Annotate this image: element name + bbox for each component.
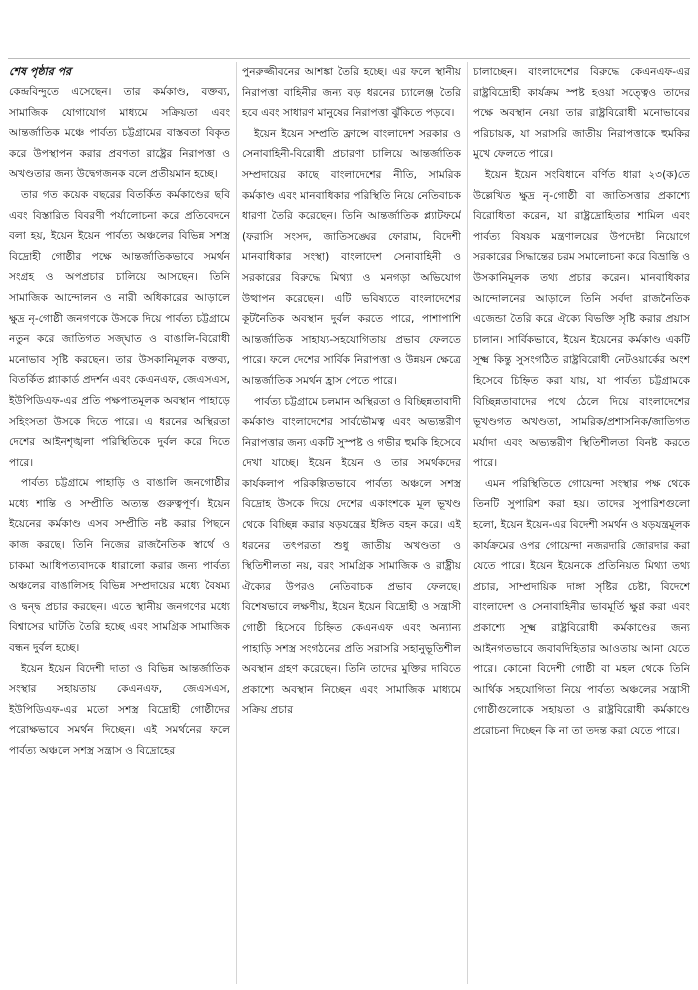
headline-rule [8,58,690,59]
article-column-2 [242,62,461,984]
column-1-paragraph-4: ইয়েন ইয়েন বিদেশী দাতা ও বিভিন্ন আন্তর্জাতিক সংস্থার সহায়তায় কেএনএফ, জেএসএস, ইউপিডিএফ-এর মতো সশস্ত্র বিদ্রোহী গোষ্ঠীদের পরোক্ষভাবে সমর্থন দিচ্ছেন। এই সমর্থনের ফলে পার্বত্য অঞ্চলে সশস্ত্র সন্ত্রাস ও বিদ্রোহের [9,662,230,757]
article-column-1 [9,62,230,984]
column-1-paragraph-2: তার গত কয়েক বছরের বিতর্কিত কর্মকাণ্ডের ছবি এবং বিস্তারিত বিবরণী পর্যালোচনা করে প্রতিবেদনে বলা হয়, ইয়েন ইয়েন পার্বত্য অঞ্চলের বিভিন্ন সশস্ত্র বিদ্রোহী গোষ্ঠীর পক্ষে আন্তর্জাতিকভাবে সমর্থন সংগ্রহ ও অপপ্রচার চালিয়ে আসছেন। তিনি সামাজিক আন্দোলন ও নারী অধিকারের আড়ালে ক্ষুদ্র নৃ-গোষ্ঠী জনগণকে উসকে দিয়ে পার্বত্য চট্টগ্রামে নতুন করে জাতিগত সজ্ঘাত ও বাঙালি-বিরোধী মনোভাব সৃষ্টি করছেন। তার উসকানিমূলক বক্তব্য, বিতর্কিত প্ল্যাকার্ড প্রদর্শন এবং কেএনএফ, জেএসএস, ইউপিডিএফ-এর প্রতি পক্ষপাতমূলক অবস্থান পাহাড়ে সহিংসতা উসকে দিতে পারে। এ ধরনের অস্থিরতা দেশের আইনশৃঙ্খলা পরিস্থিতিকে দুর্বল করে দিতে পারে। [9,188,230,469]
continued-from-kicker: শেষ পৃষ্ঠার পর [9,65,72,78]
column-3-paragraph-1: চালাচ্ছেন। বাংলাদেশের বিরুদ্ধে কেএনএফ-এর রাষ্ট্রবিদ্রোহী কার্যক্রম স্পষ্ট হওয়া সত্ত্বেও তাদের পক্ষে অবস্থান নেয়া তার রাষ্ট্রবিরোধী মনোভাবের পরিচায়ক, যা সরাসরি জাতীয় নিরাপত্তাকে হুমকির মুখে ফেলতে পারে। [473,66,690,161]
column-3-paragraph-2: ইয়েন ইয়েন সংবিধানে বর্ণিত ধারা ২৩(ক)তে উল্লেখিত ক্ষুদ্র নৃ-গোষ্ঠী বা জাতিসত্তার প্রকাশ্যে বিরোধিতা করেন, যা রাষ্ট্রদ্রোহিতার শামিল এবং পার্বত্য বিষয়ক মন্ত্রণালয়ের উপদেষ্টা নিয়োগে সরকারের সিদ্ধান্তের চরম সমালোচনা করে বিভ্রান্তি ও উসকানিমূলক তথ্য প্রচার করেন। মানবাধিকার আন্দোলনের আড়ালে তিনি সর্বদা রাজনৈতিক এজেন্ডা তৈরি করে ঐক্যে বিভক্তি সৃষ্টি করার প্রয়াস চালান। সার্বিকভাবে, ইয়েন ইয়েনের কর্মকাণ্ড একটি সূক্ষ্ম কিন্তু সুসংগঠিত রাষ্ট্রবিরোধী নেটওয়ার্কের অংশ হিসেবে চিহ্নিত করা যায়, যা পার্বত্য চট্টগ্রামকে বিচ্ছিন্নতাবাদের পথে ঠেলে দিয়ে বাংলাদেশের ভূখণ্ডগত অখণ্ডতা, সামরিক/প্রশাসনিক/জাতিগত মর্যাদা এবং অভ্যন্তরীণ স্থিতিশীলতা বিনষ্ট করতে পারে। [473,168,690,470]
column-1-paragraph-1: কেন্দ্রবিন্দুতে এসেছেন। তার কর্মকাণ্ড, বক্তব্য, সামাজিক যোগাযোগ মাধ্যমে সক্রিয়তা এবং আন্তর্জাতিক মঞ্চে পার্বত্য চট্টগ্রামের বাস্তবতা বিকৃত করে উপস্থাপন করার প্রবণতা রাষ্ট্রের নিরাপত্তা ও অখণ্ডতার জন্য উদ্বেগজনক বলে প্রতীয়মান হচ্ছে। [9,86,230,181]
column-3-paragraph-3: এমন পরিস্থিতিতে গোয়েন্দা সংস্থার পক্ষ থেকে তিনটি সুপারিশ করা হয়। তাদের সুপারিশগুলো হলো, ইয়েন ইয়েন-এর বিদেশী সমর্থন ও ষড়যন্ত্রমূলক কার্যক্রমের ওপর গোয়েন্দা নজরদারি জোরদার করা যেতে পারে। ইয়েন ইয়েনকে প্রতিনিয়ত মিথ্যা তথ্য প্রচার, সাম্প্রদায়িক দাঙ্গা সৃষ্টির চেষ্টা, বিদেশে বাংলাদেশ ও সেনাবাহিনীর ভাবমূর্তি ক্ষুণ্ণ করা এবং প্রকাশ্যে সূক্ষ্ম রাষ্ট্রবিরোধী কর্মকাণ্ডের জন্য আইনগতভাবে জবাবদিহিতার আওতায় আনা যেতে পারে। কোনো বিদেশী গোষ্ঠী বা মহল থেকে তিনি আর্থিক সহযোগিতা নিয়ে পার্বত্য অঞ্চলের সন্ত্রাসী গোষ্ঠীগুলোকে সহায়তা ও রাষ্ট্রবিরোধী কর্মকাণ্ডে প্ররোচনা দিচ্ছেন কি না তা তদন্ত করা যেতে পারে। [473,477,690,737]
column-1-paragraph-3: পার্বত্য চট্টগ্রামে পাহাড়ি ও বাঙালি জনগোষ্ঠীর মধ্যে শান্তি ও সম্প্রীতি অত্যন্ত গুরুত্বপূর্ণ। ইয়েন ইয়েনের কর্মকাণ্ড এসব সম্প্রীতি নষ্ট করার পিছনে কাজ করছে। তিনি নিজের রাজনৈতিক স্বার্থে ও চাকমা আধিপত্যবাদকে ধারালো করার জন্য পার্বত্য অঞ্চলের বাঙালিসহ বিভিন্ন সম্প্রদায়ের মধ্যে বৈষম্য ও দ্বন্দ্ব প্রচার করছেন। এতে স্থানীয় জনগণের মধ্যে বিশ্বাসের ঘাটতি তৈরি হচ্ছে এবং সামগ্রিক সামাজিক বন্ধন দুর্বল হচ্ছে। [9,477,230,655]
column-2-paragraph-3: পার্বত্য চট্টগ্রামে চলমান অস্থিরতা ও বিচ্ছিন্নতাবাদী কর্মকাণ্ড বাংলাদেশের সার্বভৌমত্ব এবং অভ্যন্তরীণ নিরাপত্তার জন্য একটি সুস্পষ্ট ও গভীর হুমকি হিসেবে দেখা যাচ্ছে। ইয়েন ইয়েন ও তার সমর্থকদের কার্যকলাপ পরিকল্পিতভাবে পার্বত্য অঞ্চলে সশস্ত্র বিদ্রোহ উসকে দিয়ে দেশের একাংশকে মূল ভূখণ্ড থেকে বিচ্ছিন্ন করার ষড়যন্ত্রের ইঙ্গিত বহন করে। এই ধরনের তৎপরতা শুধু জাতীয় অখণ্ডতা ও স্থিতিশীলতা নয়, বরং সামগ্রিক সামাজিক ও রাষ্ট্রীয় ঐক্যের উপরও নেতিবাচক প্রভাব ফেলছে। বিশেষভাবে লক্ষণীয়, ইয়েন ইয়েন বিদ্রোহী ও সন্ত্রাসী গোষ্ঠী হিসেবে চিহ্নিত কেএনএফ এবং অন্যান্য পাহাড়ি সশস্ত্র সংগঠনের প্রতি সরাসরি সহানুভূতিশীল অবস্থান গ্রহণ করেছেন। তিনি তাদের মুক্তির দাবিতে প্রকাশ্যে অবস্থান নিচ্ছেন এবং সামাজিক মাধ্যমে সক্রিয় প্রচার [242,395,461,717]
column-separator-1 [236,62,237,984]
article-headline [0,6,698,56]
column-2-paragraph-2: ইয়েন ইয়েন সম্প্রতি ফ্রান্সে বাংলাদেশ সরকার ও সেনাবাহিনী-বিরোধী প্রচারণা চালিয়ে আন্তর্জাতিক সম্প্রদায়ের কাছে বাংলাদেশের নীতি, সামরিক কর্মকাণ্ড এবং মানবাধিকার পরিস্থিতি নিয়ে নেতিবাচক ধারণা তৈরি করেছেন। তিনি আন্তর্জাতিক প্ল্যাটফর্মে (ফরাসি সংসদ, জাতিসঙ্ঘের ফোরাম, বিদেশী মানবাধিকার সংস্থা) বাংলাদেশ সেনাবাহিনী ও সরকারের বিরুদ্ধে মিথ্যা ও মনগড়া অভিযোগ উত্থাপন করেছেন। এটি ভবিষ্যতে বাংলাদেশের কূটনৈতিক অবস্থান দুর্বল করতে পারে, পাশাপাশি আন্তর্জাতিক সাহায্য-সহযোগিতায় প্রভাব ফেলতে পারে। ফলে দেশের সার্বিক নিরাপত্তা ও উন্নয়ন ক্ষেত্রে আন্তর্জাতিক সমর্থন হ্রাস পেতে পারে। [242,127,461,387]
column-separator-2 [467,62,468,984]
article-column-3 [473,62,690,984]
column-2-paragraph-1: পুনরুজ্জীবনের আশঙ্কা তৈরি হচ্ছে। এর ফলে স্থানীয় নিরাপত্তা বাহিনীর জন্য বড় ধরনের চ্যালেঞ্জ তৈরি হবে এবং সাধারণ মানুষের নিরাপত্তা ঝুঁকিতে পড়বে। [242,66,461,120]
